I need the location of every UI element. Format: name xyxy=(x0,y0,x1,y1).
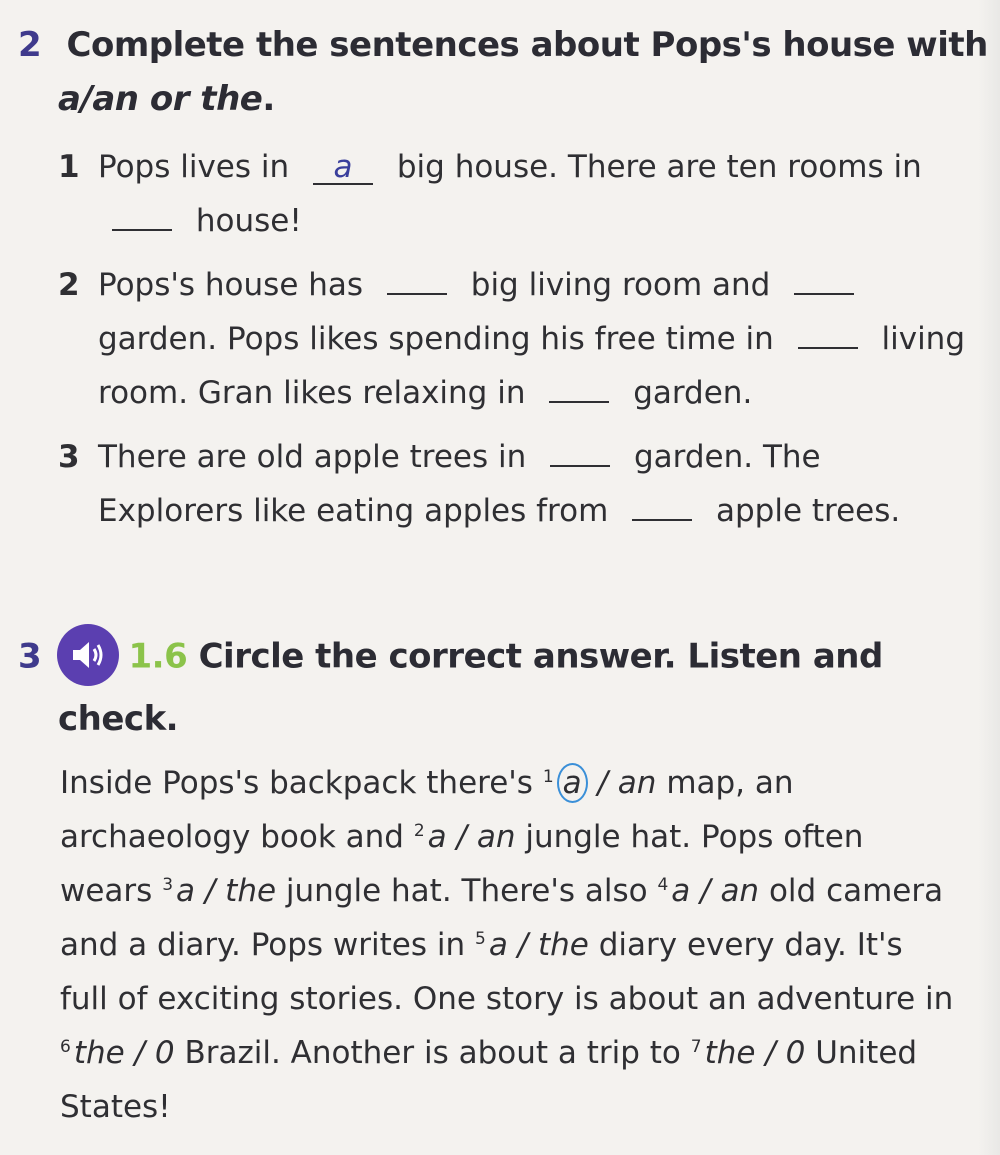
choice-number: 4 xyxy=(657,874,669,895)
passage-text: jungle hat. Pops often wears xyxy=(60,819,864,909)
passage-text: old camera and a diary. Pops writes in xyxy=(60,873,944,963)
exercise-2-number: 2 xyxy=(18,25,42,65)
exercise-3-number: 3 xyxy=(18,636,42,677)
item-text: garden. Pops likes spending his free time in xyxy=(98,321,774,357)
choice-option[interactable]: the xyxy=(537,927,589,963)
item-text: living room. Gran likes relaxing in xyxy=(98,321,966,411)
choice-option[interactable]: 0 xyxy=(785,1035,806,1071)
passage-text: Inside Pops's backpack there's xyxy=(60,765,533,801)
page-edge xyxy=(978,0,1000,1155)
choice-number: 2 xyxy=(413,820,425,841)
item-number: 1 xyxy=(58,149,80,185)
choice-option[interactable]: the xyxy=(704,1035,756,1071)
choice-option[interactable]: an xyxy=(617,765,657,801)
exercise-3-passage: Inside Pops's backpack there's $^1$ a / an map, an archaeology book and $^2$a / an jungle hat. Pops often wears $^3$a / the jungle hat. There's also $^4$a / an old camera and a diary. Pops writes in $^5$a / the diary every day. It's full of exciting stories. One story is about an adventure in $^6$the / 0 Brazil. Another is about a trip to $^7$the / 0 United States! xyxy=(60,765,954,1125)
item-number: 3 xyxy=(58,439,80,475)
item-text: There are old apple trees in xyxy=(98,439,527,475)
answer-blank[interactable] xyxy=(549,369,609,403)
answer-blank[interactable] xyxy=(632,487,692,521)
item-text: big living room and xyxy=(470,267,771,303)
answer-blank[interactable] xyxy=(798,315,858,349)
passage-text: jungle hat. There's also xyxy=(285,873,648,909)
exercise-2-title-end: . xyxy=(262,79,275,119)
choice-option[interactable]: an xyxy=(476,819,516,855)
exercise-2-items xyxy=(58,140,968,548)
choice-number: 1 xyxy=(542,766,554,787)
choice-option[interactable]: a xyxy=(176,873,196,909)
exercise-3-heading xyxy=(18,624,958,746)
item-text: apple trees. xyxy=(716,493,901,529)
choice-number: 6 xyxy=(60,1036,71,1057)
choice-option[interactable]: the xyxy=(225,873,277,909)
exercise-3-title-cont: check. xyxy=(58,699,179,739)
answer-blank[interactable]: a xyxy=(313,151,373,185)
choice-number: 7 xyxy=(690,1036,702,1057)
choice-number: 3 xyxy=(162,874,174,895)
item-number: 2 xyxy=(58,267,80,303)
exercise-2-title: Complete the sentences about Pops's house with xyxy=(66,25,988,65)
exercise-2-title-italic: a/an or the xyxy=(58,79,263,119)
passage-text: diary every day. It's full of exciting stories. One story is about an adventure in xyxy=(60,927,954,1017)
choice-option[interactable]: a xyxy=(488,927,508,963)
item-text: Pops lives in xyxy=(98,149,290,185)
list-item xyxy=(58,430,968,538)
track-number: 1.6 xyxy=(128,636,188,677)
passage-text: United States! xyxy=(60,1035,918,1125)
list-item xyxy=(58,258,968,420)
choice-option[interactable]: 0 xyxy=(154,1035,175,1071)
item-text: garden. xyxy=(633,375,753,411)
item-text: house! xyxy=(195,203,302,239)
exercise-2-heading xyxy=(18,18,988,126)
choice-option[interactable]: a xyxy=(427,819,447,855)
choice-option[interactable]: the xyxy=(73,1035,125,1071)
answer-blank[interactable] xyxy=(387,261,447,295)
speaker-icon[interactable] xyxy=(57,624,119,686)
list-item xyxy=(58,140,968,248)
item-text: garden. The Explorers like eating apples from xyxy=(98,439,821,529)
exercise-3-title: Circle the correct answer. Listen and xyxy=(198,636,883,677)
choice-number: 5 xyxy=(475,928,486,949)
choice-option[interactable]: a xyxy=(671,873,691,909)
passage-text: Brazil. Another is about a trip to xyxy=(184,1035,681,1071)
choice-option-selected[interactable]: a xyxy=(557,763,588,803)
item-text: big house. There are ten rooms in xyxy=(396,149,922,185)
answer-blank[interactable] xyxy=(550,433,610,467)
choice-option[interactable]: an xyxy=(720,873,760,909)
answer-blank[interactable] xyxy=(794,261,854,295)
passage-text: map, an archaeology book and xyxy=(60,765,794,855)
item-text: Pops's house has xyxy=(98,267,364,303)
answer-blank[interactable] xyxy=(112,197,172,231)
